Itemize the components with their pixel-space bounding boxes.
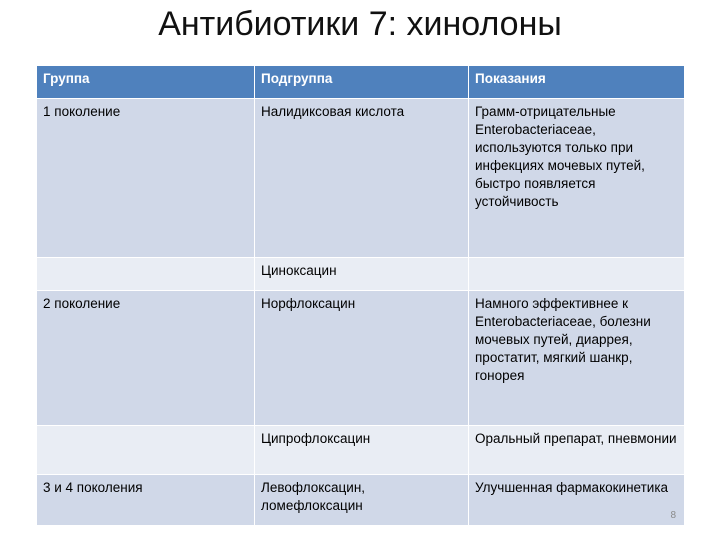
header-subgroup: Подгруппа — [255, 66, 469, 99]
header-indications: Показания — [469, 66, 685, 99]
page-number: 8 — [670, 510, 676, 521]
cell-group — [37, 258, 255, 291]
cell-group — [37, 426, 255, 475]
cell-subgroup: Циноксацин — [255, 258, 469, 291]
cell-indications: Оральный препарат, пневмонии — [469, 426, 685, 475]
table-row — [37, 475, 685, 526]
table-row — [37, 258, 685, 291]
cell-subgroup: Ципрофлоксацин — [255, 426, 469, 475]
cell-indications: Грамм-отрицательные Enterobacteriaceae, используются только при инфекциях мочевых путей, быстро появляется устойчивость — [469, 99, 685, 258]
cell-indications: Улучшенная фармакокинетика — [469, 475, 685, 526]
table-row — [37, 99, 685, 258]
header-group: Группа — [37, 66, 255, 99]
cell-group: 1 поколение — [37, 99, 255, 258]
cell-subgroup: Норфлоксацин — [255, 291, 469, 426]
cell-subgroup: Налидиксовая кислота — [255, 99, 469, 258]
cell-subgroup: Левофлоксацин, ломефлоксацин — [255, 475, 469, 526]
cell-group: 2 поколение — [37, 291, 255, 426]
table-header-row — [37, 66, 685, 99]
table-row — [37, 426, 685, 475]
cell-indications: Намного эффективнее к Enterobacteriaceae, болезни мочевых путей, диаррея, простатит, мягкий шанкр, гонорея — [469, 291, 685, 426]
cell-indications — [469, 258, 685, 291]
antibiotics-table — [36, 65, 685, 526]
table-row — [37, 291, 685, 426]
slide-title: Антибиотики 7: хинолоны — [158, 5, 562, 43]
cell-group: 3 и 4 поколения — [37, 475, 255, 526]
